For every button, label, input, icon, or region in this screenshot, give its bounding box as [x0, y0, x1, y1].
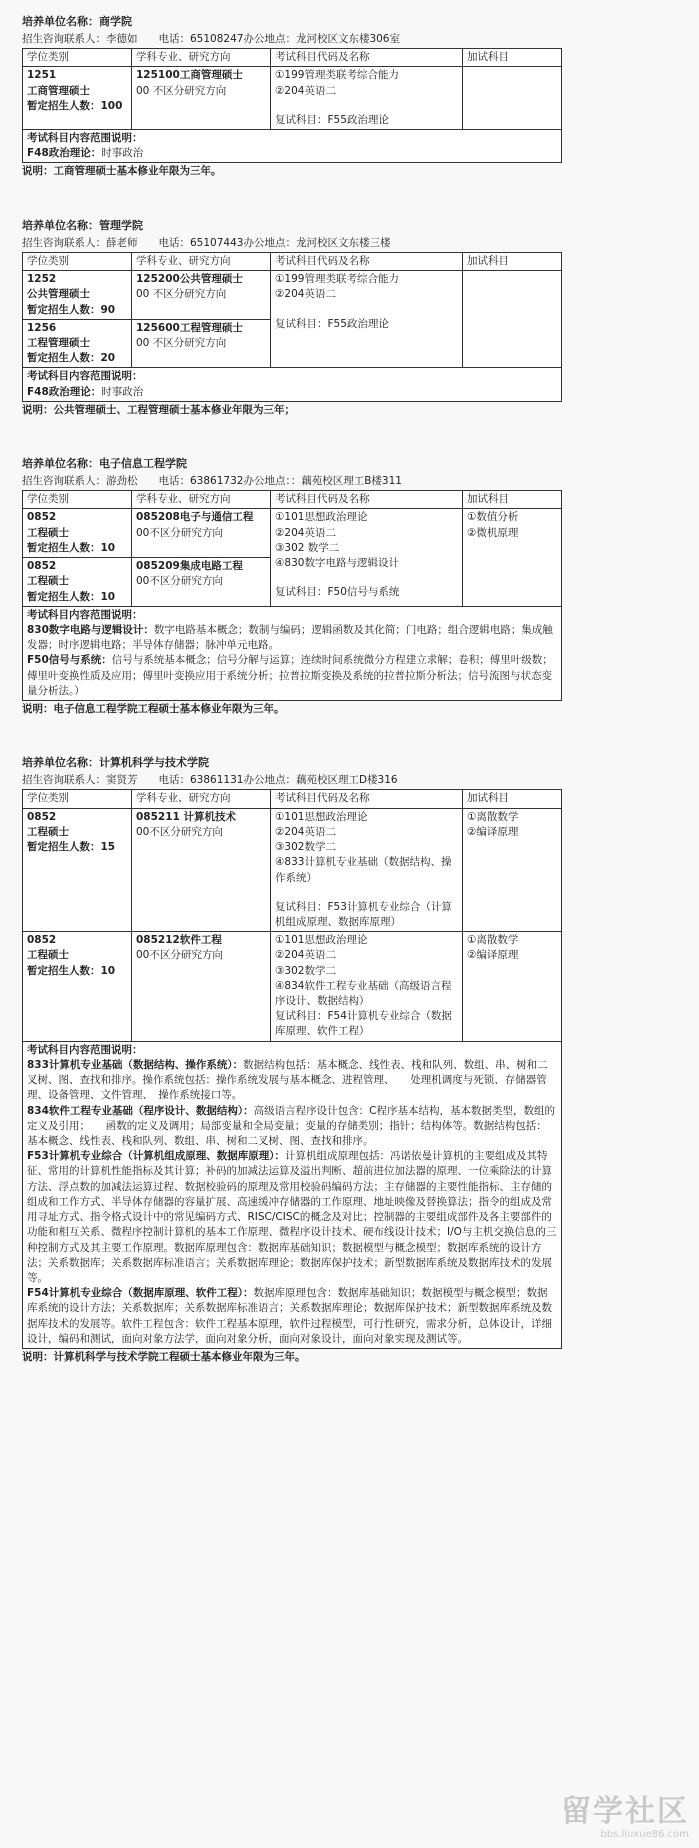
extra-subject: ②编译原理 — [467, 825, 519, 838]
quota: 暂定招生人数：20 — [27, 352, 116, 365]
scope-item — [27, 653, 557, 699]
exam-cell — [271, 808, 463, 932]
degree-name: 工程硕士 — [27, 949, 69, 962]
degree-name: 工程管理硕士 — [27, 336, 90, 349]
major-cell — [132, 319, 271, 368]
degree-cell — [23, 558, 132, 607]
exam-cell — [271, 509, 463, 606]
degree-code: 1256 — [27, 321, 57, 334]
extra-cell — [463, 271, 562, 368]
header-major: 学科专业、研究方向 — [132, 252, 271, 270]
quota: 暂定招生人数：10 — [27, 590, 116, 603]
exam-subject: ④833计算机专业基础（数据结构、操作系统） — [275, 856, 452, 884]
major-name: 125100工商管理硕士 — [136, 69, 243, 82]
quota: 暂定招生人数：10 — [27, 541, 116, 554]
contact-info: 招生咨询联系人：游劲松 电话：63861732办公地点：：藕苑校区理工B楼311 — [22, 474, 402, 487]
duration-note: 说明：电子信息工程学院工程硕士基本修业年限为三年。 — [22, 703, 285, 716]
scope-cell — [23, 606, 562, 700]
admission-table — [22, 789, 562, 1349]
degree-code: 1252 — [27, 273, 57, 286]
scope-label: F50信号与系统： — [27, 654, 112, 667]
major-name: 125600工程管理硕士 — [136, 321, 243, 334]
section-computer-science-school — [22, 755, 562, 1365]
retest-subject: 复试科目：F53计算机专业综合（计算机组成原理、数据库原理） — [275, 900, 452, 928]
degree-code: 0852 — [27, 560, 57, 573]
exam-subject: ④834软件工程专业基础（高级语言程序设计、数据结构） — [275, 979, 452, 1008]
header-extra-subjects: 加试科目 — [463, 790, 562, 808]
scope-item — [27, 1104, 557, 1150]
header-major: 学科专业、研究方向 — [132, 491, 271, 509]
header-major: 学科专业、研究方向 — [132, 49, 271, 67]
degree-name: 工程硕士 — [27, 575, 69, 588]
unit-name: 培养单位名称：电子信息工程学院 — [22, 457, 187, 471]
degree-cell — [23, 932, 132, 1042]
scope-text: 计算机组成原理包括：冯诺依曼计算机的主要组成及其特征、常用的计算机性能指标及其计算；补码的加减法运算及溢出判断、超前进位加法器的原理、一位乘除法的计算方法、浮点数的加减法运算过程、数据校验码的原理及常用校验码编码方法；主存储器的主要性能指标、主存储的组成和工作方式、半导体存储器的容量扩展、高速缓冲存储器的工作原理、地址映像及替换算法；指令的组成及常用寻址方式、指令格式设计中的常见编码方式、RISC/CISC的概念及对比；控制器的主要组成部件及各主要部件的功能和相互关系、微程序控制计算机的基本工作原理、微程序设计技术、硬布线设计技术；I/O与主机交换信息的三种控制方式及其主要工作原理。数据库原理包含：数据库基础知识；数据模型与概念模型；数据库系统的设计方法；关系数据库；关系数据库标准语言；关系数据库理论；数据库保护技术；新型数据库系统及数据库技术的发展等。 — [27, 1150, 557, 1284]
table-row — [23, 67, 562, 130]
scope-item — [27, 146, 557, 161]
extra-cell — [463, 509, 562, 606]
scope-title: 考试科目内容范围说明： — [27, 608, 143, 621]
quota: 暂定招生人数：100 — [27, 99, 123, 112]
duration-note: 说明：计算机科学与技术学院工程硕士基本修业年限为三年。 — [22, 1351, 306, 1364]
scope-item — [27, 1286, 557, 1347]
header-major: 学科专业、研究方向 — [132, 790, 271, 808]
exam-subject: ④830数字电路与逻辑设计 — [275, 557, 399, 570]
admission-table — [22, 48, 562, 163]
degree-cell — [23, 509, 132, 558]
major-name: 085209集成电路工程 — [136, 560, 243, 573]
exam-subject: ①101思想政治理论 — [275, 511, 368, 524]
scope-label: F48政治理论： — [27, 147, 102, 160]
retest-subject: 复试科目：F50信号与系统 — [275, 586, 400, 599]
degree-cell — [23, 271, 132, 320]
retest-subject: 复试科目：F55政治理论 — [275, 113, 389, 126]
scope-cell — [23, 1041, 562, 1348]
header-degree-type: 学位类别 — [23, 252, 132, 270]
header-degree-type: 学位类别 — [23, 790, 132, 808]
scope-row — [23, 1041, 562, 1348]
exam-cell — [271, 932, 463, 1042]
scope-title: 考试科目内容范围说明： — [27, 1043, 143, 1056]
scope-text: 数据结构包括：基本概念、线性表、栈和队列、数组、串、树和二叉树、图、查找和排序。操作系统包括：操作系统发展与基本概念、进程管理、 处理机调度与死锁、存储器管理、设备管理、文件管理、 操作系统接口等。 — [27, 1058, 548, 1102]
unit-name: 培养单位名称：管理学院 — [22, 218, 143, 232]
major-name: 085212软件工程 — [136, 934, 222, 947]
scope-row — [23, 130, 562, 163]
extra-cell — [463, 808, 562, 932]
table-header-row — [23, 790, 562, 808]
scope-text: 时事政治 — [101, 385, 144, 398]
degree-code: 0852 — [27, 511, 57, 524]
exam-subject: ①199管理类联考综合能力 — [275, 273, 399, 286]
header-exam-subjects: 考试科目代码及名称 — [271, 790, 463, 808]
degree-cell — [23, 319, 132, 368]
research-direction: 00不区分研究方向 — [136, 949, 223, 962]
exam-subject: ①101思想政治理论 — [275, 934, 368, 947]
scope-label: F54计算机专业综合（数据库原理、软件工程）： — [27, 1287, 254, 1300]
scope-item — [27, 1058, 557, 1104]
exam-subject: ②204英语二 — [275, 288, 336, 301]
extra-subject: ②编译原理 — [467, 949, 519, 962]
scope-cell — [23, 130, 562, 163]
table-row — [23, 932, 562, 1042]
retest-subject: 复试科目：F55政治理论 — [275, 317, 389, 330]
unit-name: 培养单位名称：商学院 — [22, 15, 132, 28]
scope-title: 考试科目内容范围说明： — [27, 370, 143, 383]
major-cell — [132, 558, 271, 607]
watermark-logo-text: 留学社区 — [561, 1793, 689, 1829]
extra-subject: ①离散数学 — [467, 934, 519, 947]
header-degree-type: 学位类别 — [23, 491, 132, 509]
exam-subject: ②204英语二 — [275, 949, 336, 962]
research-direction: 00 不区分研究方向 — [136, 336, 227, 349]
scope-label: 834软件工程专业基础（程序设计、数据结构）： — [27, 1104, 254, 1117]
degree-name: 工程硕士 — [27, 526, 69, 539]
exam-cell — [271, 271, 463, 368]
table-row — [23, 808, 562, 932]
header-extra-subjects: 加试科目 — [463, 252, 562, 270]
research-direction: 00不区分研究方向 — [136, 825, 223, 838]
scope-text: 信号与系统基本概念；信号分解与运算；连续时间系统微分方程建立求解；卷积；傅里叶级数；傅里叶变换性质及应用；傅里叶变换应用于系统分析；拉普拉斯变换及系统的拉普拉斯分析法；信号流图与状态变量分析法。） — [27, 654, 553, 697]
contact-info: 招生咨询联系人：李德如 电话：65108247办公地点：龙河校区文东楼306室 — [22, 32, 400, 45]
document — [22, 14, 562, 1403]
header-degree-type: 学位类别 — [23, 49, 132, 67]
exam-subject: ②204英语二 — [275, 84, 336, 97]
quota: 暂定招生人数：10 — [27, 964, 116, 977]
scope-text: 数字电路基本概念；数制与编码；逻辑函数及其化简；门电路；组合逻辑电路；集成触发器；时序逻辑电路；半导体存储器；脉冲单元电路。 — [27, 623, 553, 652]
watermark-url: bbs.liuxue86.com — [600, 1828, 689, 1840]
admission-table — [22, 252, 562, 402]
quota: 暂定招生人数：90 — [27, 303, 116, 316]
header-exam-subjects: 考试科目代码及名称 — [271, 49, 463, 67]
site-watermark — [561, 1795, 689, 1843]
research-direction: 00不区分研究方向 — [136, 575, 223, 588]
extra-cell — [463, 67, 562, 130]
extra-subject: ①数值分析 — [467, 511, 519, 524]
exam-subject: ②204英语二 — [275, 825, 336, 838]
contact-info: 招生咨询联系人：薛老师 电话：65107443办公地点：龙河校区文东楼三楼 — [22, 236, 391, 249]
quota: 暂定招生人数：15 — [27, 841, 116, 854]
table-header-row — [23, 49, 562, 67]
extra-subject: ①离散数学 — [467, 810, 519, 823]
degree-code: 0852 — [27, 934, 57, 947]
scope-row — [23, 368, 562, 401]
scope-title: 考试科目内容范围说明： — [27, 132, 143, 145]
scope-item — [27, 1149, 557, 1286]
header-exam-subjects: 考试科目代码及名称 — [271, 491, 463, 509]
major-cell — [132, 509, 271, 558]
section-business-school — [22, 14, 562, 180]
major-name: 085211 计算机技术 — [136, 810, 236, 823]
degree-cell — [23, 67, 132, 130]
exam-subject: ①101思想政治理论 — [275, 810, 368, 823]
scope-text: 时事政治 — [101, 147, 144, 160]
research-direction: 00 不区分研究方向 — [136, 84, 227, 97]
exam-subject: ③302 数学二 — [275, 541, 340, 554]
header-extra-subjects: 加试科目 — [463, 491, 562, 509]
retest-subject: 复试科目：F54计算机专业综合（数据库原理、软件工程） — [275, 1010, 452, 1038]
extra-subject: ②微机原理 — [467, 526, 519, 539]
header-extra-subjects: 加试科目 — [463, 49, 562, 67]
header-exam-subjects: 考试科目代码及名称 — [271, 252, 463, 270]
scope-label: 830数字电路与逻辑设计： — [27, 623, 154, 636]
major-name: 125200公共管理硕士 — [136, 273, 243, 286]
scope-label: 833计算机专业基础（数据结构、操作系统）： — [27, 1058, 244, 1071]
scope-label: F53计算机专业综合（计算机组成原理、数据库原理）： — [27, 1150, 286, 1163]
scope-text: 数据库原理包含：数据库基础知识；数据模型与概念模型；数据库系统的设计方法；关系数据库；关系数据库标准语言；关系数据库理论；数据库保护技术；新型数据库系统及数据库技术的发展等。软件工程包含：软件工程基本原理，软件过程模型，可行性研究，需求分析，总体设计，详细设计，编码和测试，面向对象方法学，面向对象分析，面向对象设计，面向对象实现及测试等。 — [27, 1287, 552, 1345]
exam-cell — [271, 67, 463, 130]
major-cell — [132, 67, 271, 130]
research-direction: 00不区分研究方向 — [136, 526, 223, 539]
major-cell — [132, 808, 271, 932]
extra-cell — [463, 932, 562, 1042]
table-header-row — [23, 491, 562, 509]
exam-subject: ③302数学二 — [275, 841, 336, 854]
contact-info: 招生咨询联系人：窦贤芳 电话：63861131办公地点：藕苑校区理工D楼316 — [22, 774, 398, 787]
table-row — [23, 271, 562, 320]
table-header-row — [23, 252, 562, 270]
scope-label: F48政治理论： — [27, 385, 102, 398]
duration-note: 说明：公共管理硕士、工程管理硕士基本修业年限为三年； — [22, 403, 295, 416]
scope-cell — [23, 368, 562, 401]
degree-code: 1251 — [27, 69, 57, 82]
scope-row — [23, 606, 562, 700]
major-cell — [132, 271, 271, 320]
degree-name: 工商管理硕士 — [27, 84, 90, 97]
degree-code: 0852 — [27, 810, 57, 823]
section-electronic-engineering-school — [22, 456, 562, 717]
degree-name: 工程硕士 — [27, 825, 69, 838]
section-management-school — [22, 218, 562, 418]
exam-subject: ②204英语二 — [275, 526, 336, 539]
duration-note: 说明：工商管理硕士基本修业年限为三年。 — [22, 165, 222, 178]
major-cell — [132, 932, 271, 1042]
table-row — [23, 509, 562, 558]
exam-subject: ①199管理类联考综合能力 — [275, 69, 399, 82]
exam-subject: ③302数学二 — [275, 964, 336, 977]
degree-name: 公共管理硕士 — [27, 288, 90, 301]
research-direction: 00 不区分研究方向 — [136, 288, 227, 301]
major-name: 085208电子与通信工程 — [136, 511, 254, 524]
degree-cell — [23, 808, 132, 932]
scope-text: 高级语言程序设计包含：C程序基本结构，基本数据类型，数组的定义及引用； 函数的定义及调用；局部变量和全局变量；变量的存储类别；指针；结构体等。数据结构包括：基本概念、线性表、栈和队列、数组、串、树和二叉树、图、查找和排序。 — [27, 1104, 556, 1147]
unit-name: 培养单位名称：计算机科学与技术学院 — [22, 756, 209, 770]
admission-table — [22, 490, 562, 701]
scope-item — [27, 623, 557, 653]
scope-item — [27, 385, 557, 400]
